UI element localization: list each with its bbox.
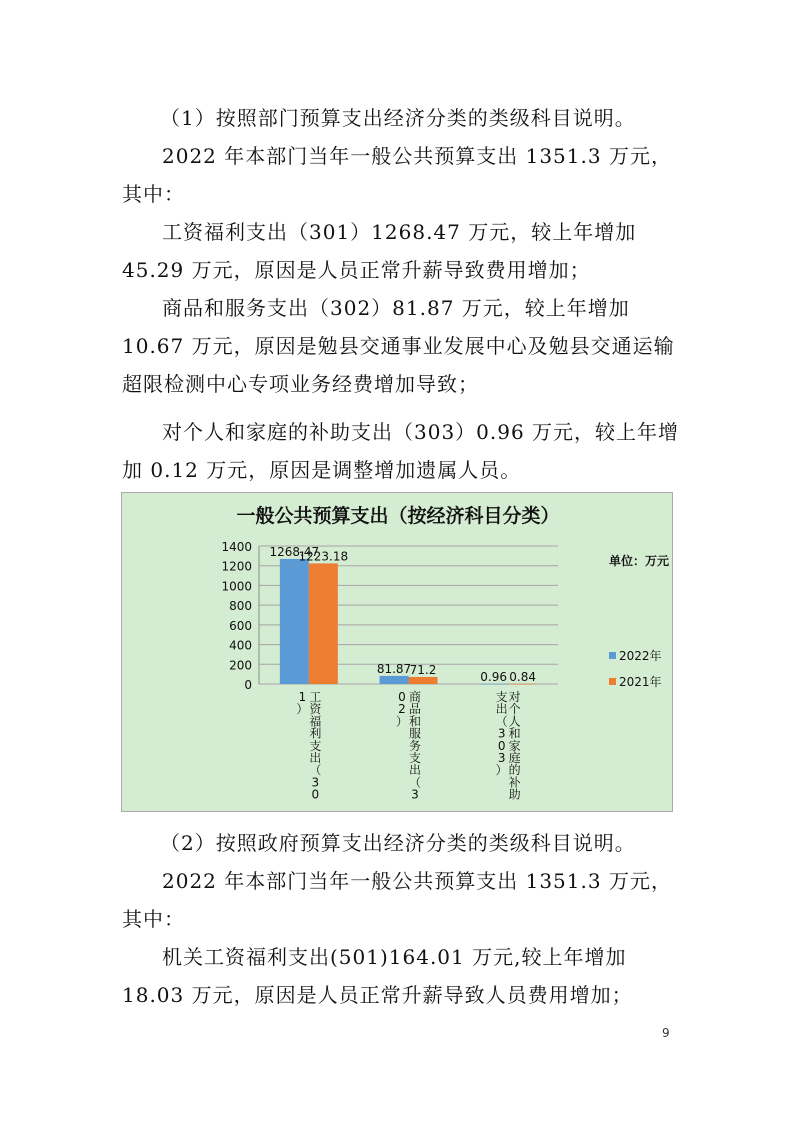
x-tick-char: 和 <box>508 726 521 741</box>
section1-item-302: 商品和服务支出（302）81.87 万元，较上年增加 10.67 万元，原因是勉县交通事业发展中心及勉县交通运输超限检测中心专项业务经费增加导致； <box>122 296 675 396</box>
x-tick-char: 0 <box>497 738 506 753</box>
bar-2021年 <box>409 677 438 684</box>
x-tick-char: 出 <box>309 751 322 765</box>
data-label: 0.96 <box>480 669 508 684</box>
page-number: 9 <box>662 1026 670 1040</box>
chart-unit-note: 单位：万元 <box>609 554 670 568</box>
y-tick-label: 0 <box>244 678 252 692</box>
x-tick-char: 个 <box>508 702 521 717</box>
budget-chart <box>121 492 673 812</box>
x-tick-char: 3 <box>311 775 320 790</box>
x-tick-char: 出 <box>408 763 422 778</box>
x-tick-char: 出 <box>495 702 508 717</box>
x-tick-char: 0 <box>398 690 406 704</box>
x-tick-char: 服 <box>408 726 422 741</box>
chart-title: 一般公共预算支出（按经济科目分类） <box>236 505 560 527</box>
y-tick-label: 400 <box>229 638 252 653</box>
section1-item-303: 对个人和家庭的补助支出（303）0.96 万元，较上年增加 0.12 万元，原因是调整增加遗属人员。 <box>122 420 680 482</box>
section1-intro: 2022 年本部门当年一般公共预算支出 1351.3 万元，其中： <box>122 144 672 206</box>
x-tick-char: 资 <box>309 702 322 717</box>
x-tick-char: 工 <box>309 690 322 704</box>
section2-intro: 2022 年本部门当年一般公共预算支出 1351.3 万元，其中： <box>122 869 672 931</box>
y-tick-label: 200 <box>229 658 252 673</box>
x-tick-char: 助 <box>508 787 521 802</box>
bar-2022年 <box>380 676 409 684</box>
y-tick-label: 1000 <box>221 579 252 594</box>
data-label: 71.2 <box>409 662 437 677</box>
x-tick-char: 1 <box>298 690 307 704</box>
x-tick-char: 和 <box>408 714 422 729</box>
x-tick-char: 3 <box>411 787 419 802</box>
section2-item-501: 机关工资福利支出(501)164.01 万元,较上年增加 18.03 万元，原因是人员正常升薪导致人员费用增加； <box>122 945 633 1007</box>
budget-chart-svg <box>122 493 674 813</box>
x-tick-char: 0 <box>311 787 320 802</box>
y-tick-label: 800 <box>229 599 252 614</box>
x-tick-char: 支 <box>495 690 508 704</box>
x-tick-char: 品 <box>408 702 422 717</box>
x-tick-char: 3 <box>497 751 506 765</box>
data-label: 1223.18 <box>298 549 349 564</box>
section1-item-301: 工资福利支出（301）1268.47 万元，较上年增加 45.29 万元，原因是人员正常升薪导致费用增加； <box>122 220 637 282</box>
x-tick-char: 务 <box>408 738 422 753</box>
x-tick-char: 对 <box>508 690 521 704</box>
bar-2022年 <box>280 559 309 684</box>
section2-heading: （2）按照政府预算支出经济分类的类级科目说明。 <box>160 831 636 855</box>
y-tick-label: 1400 <box>221 540 252 554</box>
x-tick-char: 3 <box>497 726 506 741</box>
x-tick-char: 支 <box>309 738 322 753</box>
x-tick-char: 商 <box>408 690 422 704</box>
x-tick-char: 人 <box>508 714 521 729</box>
x-tick-char: 2 <box>398 702 406 717</box>
y-tick-label: 1200 <box>221 559 252 574</box>
bar-2021年 <box>508 684 537 685</box>
bar-2022年 <box>479 684 508 685</box>
data-label: 0.84 <box>509 669 537 684</box>
x-tick-char: 的 <box>508 763 521 778</box>
legend-swatch <box>609 652 616 659</box>
x-tick-label <box>496 689 521 802</box>
x-tick-char: ） <box>296 702 309 717</box>
legend-swatch <box>609 678 616 685</box>
y-tick-label: 600 <box>229 618 252 633</box>
x-tick-char: （ <box>495 714 508 729</box>
x-tick-char: 家 <box>508 738 521 753</box>
x-tick-char: （ <box>309 763 322 778</box>
x-tick-char: 支 <box>408 751 422 765</box>
section1-heading: （1）按照部门预算支出经济分类的类级科目说明。 <box>160 106 636 130</box>
x-tick-label <box>296 690 322 802</box>
x-tick-char: 补 <box>508 775 521 790</box>
x-tick-char: 庭 <box>508 751 521 765</box>
data-label: 81.87 <box>376 661 412 676</box>
legend-entry: 2022年 <box>619 649 662 663</box>
x-tick-char: 利 <box>309 726 322 741</box>
data-label: 1268.47 <box>269 544 320 559</box>
x-tick-char: ） <box>495 763 508 778</box>
x-tick-char: （ <box>408 775 422 790</box>
legend-entry: 2021年 <box>619 675 662 689</box>
x-tick-char: ） <box>395 714 409 729</box>
x-tick-char: 福 <box>309 714 322 729</box>
x-tick-label <box>396 689 421 802</box>
bar-2021年 <box>309 563 338 684</box>
